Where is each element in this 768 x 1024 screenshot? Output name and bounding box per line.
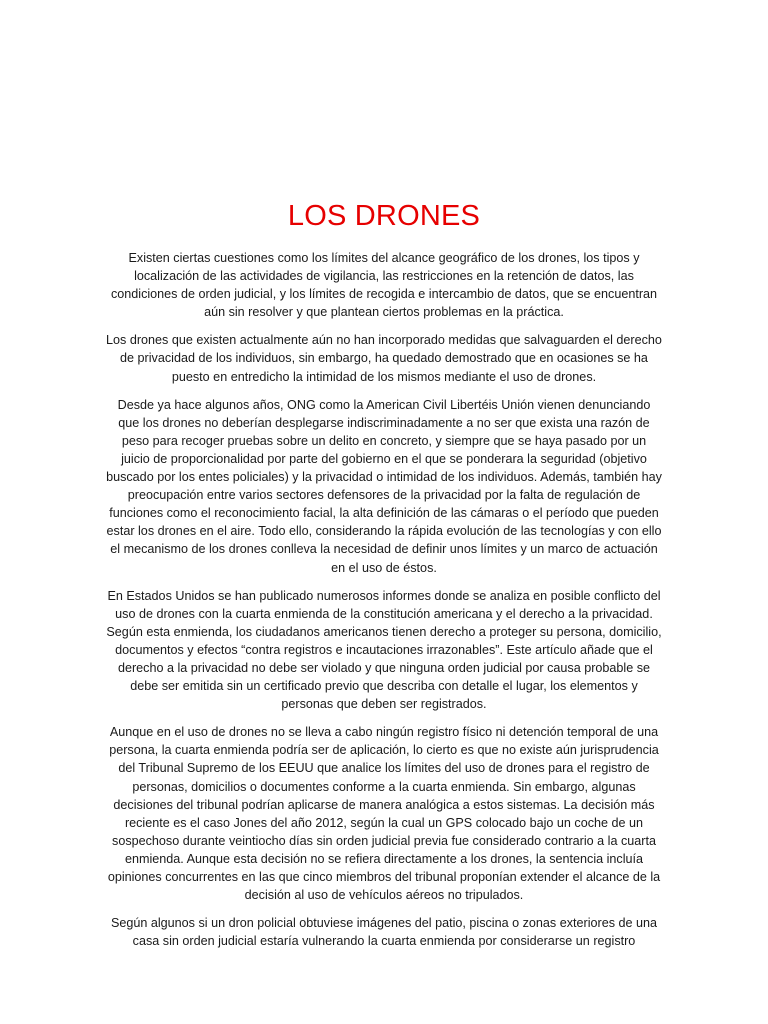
- paragraph-3: Desde ya hace algunos años, ONG como la American Civil Libertéis Unión vienen denunciando que los drones no deberían desplegarse indiscriminadamente a no ser que exista una razón de peso para recoger pruebas sobre un delito en concreto, y siempre que se haya pasado por un juicio de proporcionalidad por parte del gobierno en el que se ponderara la seguridad (objetivo buscado por los entes policiales) y la privacidad o intimidad de los individuos. Además, también hay preocupación entre varios sectores defensores de la privacidad por la falta de regulación de funciones como el reconocimiento facial, la alta definición de las cámaras o el período que pueden estar los drones en el aire. Todo ello, considerando la rápida evolución de las tecnologías y con ello el mecanismo de los drones conlleva la necesidad de definir unos límites y un marco de actuación en el uso de éstos.: [106, 397, 662, 575]
- paragraph-4: En Estados Unidos se han publicado numerosos informes donde se analiza en posible conflicto del uso de drones con la cuarta enmienda de la constitución americana y el derecho a la privacidad. Según esta enmienda, los ciudadanos americanos tienen derecho a proteger su persona, domicilio, documentos y efectos “contra registros e incautaciones irrazonables”. Este artículo añade que el derecho a la privacidad no debe ser violado y que ninguna orden judicial por causa probable se debe ser emitida sin un certificado previo que describa con detalle el lugar, los elementos y personas que deben ser registrados.: [106, 588, 662, 712]
- paragraph-5: Aunque en el uso de drones no se lleva a cabo ningún registro físico ni detención temporal de una persona, la cuarta enmienda podría ser de aplicación, lo cierto es que no existe aún jurisprudencia del Tribunal Supremo de los EEUU que analice los límites del uso de drones para el registro de personas, domicilios o documentes conforme a la cuarta enmienda. Sin embargo, algunas decisiones del tribunal podrían aplicarse de manera analógica a estos sistemas. La decisión más reciente es el caso Jones del año 2012, según la cual un GPS colocado bajo un coche de un sospechoso durante veintiocho días sin orden judicial previa fue considerado contrario a la cuarta enmienda. Aunque esta decisión no se refiera directamente a los drones, la sentencia incluía opiniones concurrentes en las que cinco miembros del tribunal proponían extender el alcance de la decisión al uso de vehículos aéreos no tripulados.: [107, 725, 661, 903]
- page-title: LOS DRONES: [287, 200, 481, 232]
- paragraph-1: Existen ciertas cuestiones como los límites del alcance geográfico de los drones, los tipos y localización de las actividades de vigilancia, las restricciones en la retención de datos, las condiciones de orden judicial, y los límites de recogida e intercambio de datos, que se encuentran aún sin resolver y que plantean ciertos problemas en la práctica.: [110, 251, 658, 320]
- paragraph-2: Los drones que existen actualmente aún no han incorporado medidas que salvaguarden el derecho de privacidad de los individuos, sin embargo, ha quedado demostrado que en ocasiones se ha puesto en entredicho la intimidad de los mismos mediante el uso de drones.: [106, 333, 662, 384]
- document-body: [106, 249, 662, 960]
- paragraph-6: Según algunos si un dron policial obtuviese imágenes del patio, piscina o zonas exteriores de una casa sin orden judicial estaría vulnerando la cuarta enmienda por considerarse un registro: [110, 916, 658, 949]
